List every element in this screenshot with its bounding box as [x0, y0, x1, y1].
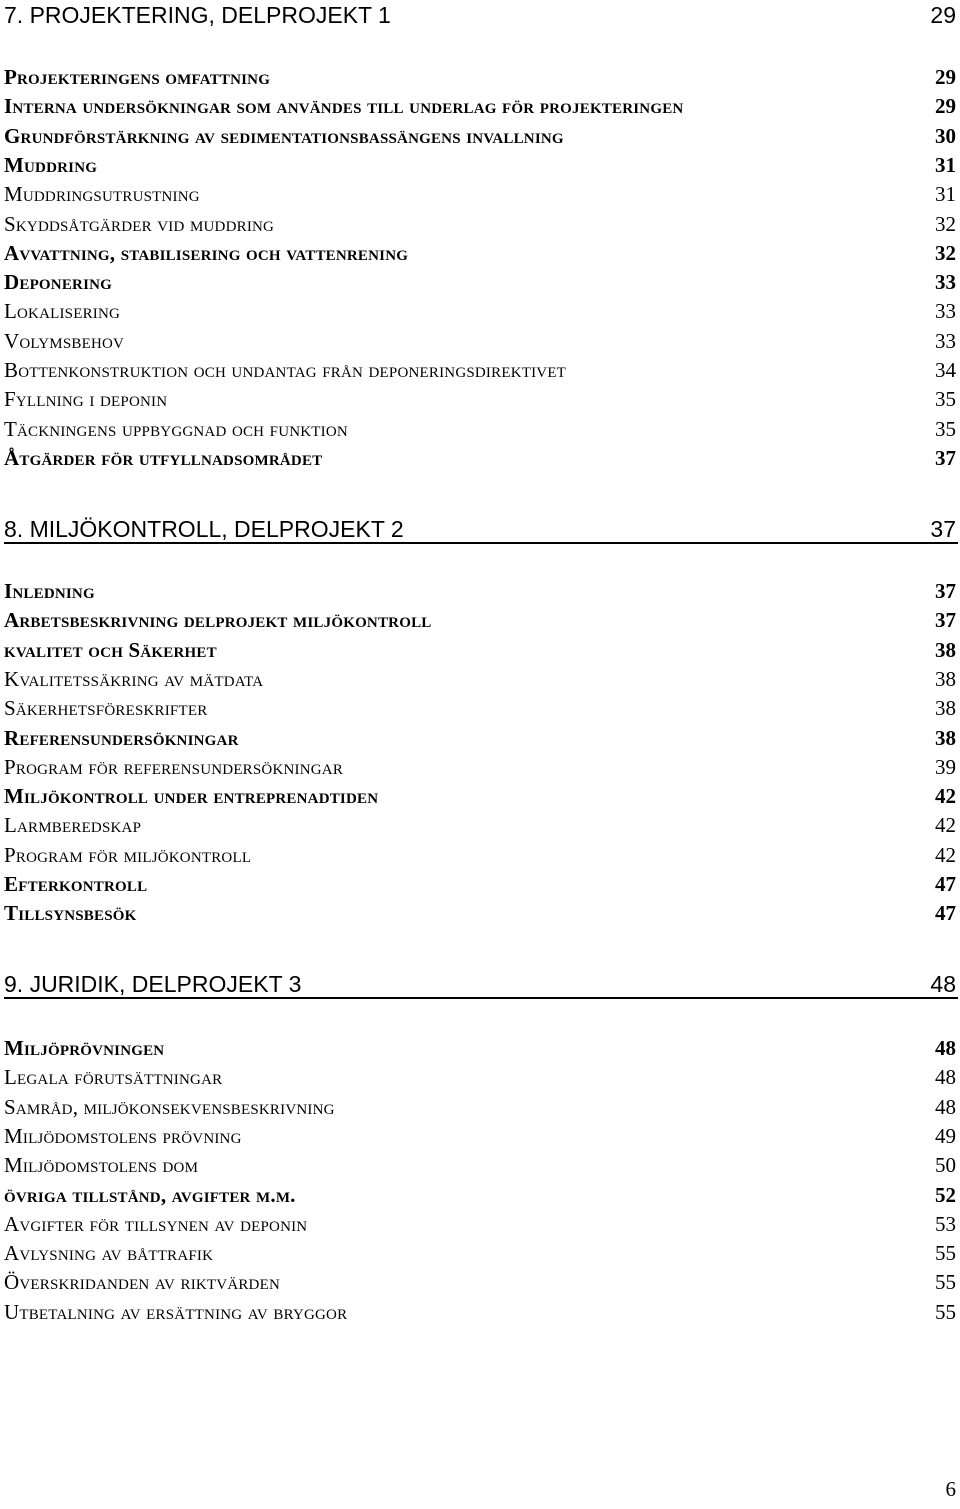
- toc-entry-label: Referensundersökningar: [4, 725, 239, 750]
- toc-entry-page: 55: [935, 1270, 956, 1295]
- toc-entry-page: 47: [935, 872, 956, 896]
- toc-entry-label: Miljöprövningen: [4, 1036, 165, 1060]
- toc-entry-page: 48: [935, 1065, 956, 1090]
- toc-entry-page: 31: [935, 182, 956, 207]
- toc-entry-label: kvalitet och Säkerhet: [4, 637, 217, 662]
- toc-entry-label: Bottenkonstruktion och undantag från deponeringsdirektivet: [4, 358, 567, 382]
- toc-entry[interactable]: [4, 753, 958, 782]
- toc-entry-label: Utbetalning av ersättning av bryggor: [4, 1299, 348, 1324]
- toc-entry-label: övriga tillstånd, avgifter m.m.: [4, 1182, 296, 1207]
- toc-entry-label: Kvalitetssäkring av mätdata: [4, 666, 264, 691]
- toc-entry[interactable]: [4, 1181, 958, 1210]
- toc-entry-page: 42: [935, 784, 956, 809]
- toc-entry-page: 42: [935, 813, 956, 838]
- toc-entry-label: Fyllning i deponin: [4, 387, 168, 412]
- toc-entry-page: 35: [935, 416, 956, 441]
- toc-entry[interactable]: [4, 1122, 958, 1151]
- toc-entry-label: Arbetsbeskrivning delprojekt miljökontroll: [4, 608, 432, 633]
- toc-entry-label: Avvattning, stabilisering och vattenrening: [4, 240, 409, 265]
- toc-entry[interactable]: [4, 811, 958, 840]
- toc-entry-page: 32: [935, 211, 956, 236]
- toc-entry[interactable]: [4, 606, 958, 635]
- toc-entry[interactable]: [4, 63, 958, 92]
- toc-entry-page: 33: [935, 299, 956, 324]
- toc-entry-page: 38: [935, 725, 956, 750]
- toc-entry[interactable]: [4, 665, 958, 694]
- toc-entry[interactable]: [4, 841, 958, 870]
- toc-entry[interactable]: [4, 239, 958, 268]
- toc-entry[interactable]: [4, 1268, 958, 1297]
- toc-entry-page: 29: [935, 94, 956, 119]
- toc-entry[interactable]: [4, 444, 958, 473]
- toc-entry[interactable]: [4, 151, 958, 180]
- toc-entry-page: 37: [935, 579, 956, 603]
- toc-entry-page: 42: [935, 842, 956, 867]
- toc-entry[interactable]: [4, 327, 958, 356]
- toc-entry-page: 34: [935, 358, 956, 382]
- page-number: 6: [945, 1477, 956, 1501]
- toc-entry[interactable]: [4, 297, 958, 326]
- chapter-heading[interactable]: [4, 514, 958, 544]
- toc-entry[interactable]: [4, 1151, 958, 1180]
- toc-entry-page: 39: [935, 754, 956, 779]
- toc-entry[interactable]: [4, 1034, 958, 1063]
- toc-entry-label: Program för miljökontroll: [4, 842, 252, 867]
- toc-entry-page: 52: [935, 1182, 956, 1207]
- toc-entry-label: Avlysning av båttrafik: [4, 1241, 214, 1266]
- toc-entry-label: Grundförstärkning av sedimentationsbassängens invallning: [4, 123, 564, 148]
- toc-entry-label: Samråd, miljökonsekvensbeskrivning: [4, 1094, 335, 1119]
- toc-entry-page: 55: [935, 1241, 956, 1266]
- toc-entry[interactable]: [4, 694, 958, 723]
- toc-entry[interactable]: [4, 92, 958, 121]
- toc-entry-page: 50: [935, 1153, 956, 1178]
- toc-entry-page: 38: [935, 696, 956, 721]
- toc-entry-label: Skyddsåtgärder vid muddring: [4, 211, 275, 236]
- toc-entry[interactable]: [4, 180, 958, 209]
- toc-entry-page: 53: [935, 1211, 956, 1236]
- toc-entry[interactable]: [4, 268, 958, 297]
- toc-entry[interactable]: [4, 870, 958, 899]
- toc-entry-label: Legala förutsättningar: [4, 1065, 223, 1090]
- toc-entry[interactable]: [4, 899, 958, 928]
- chapter-title: 7. PROJEKTERING, DELPROJEKT 1: [4, 2, 391, 28]
- toc-entry-label: Avgifter för tillsynen av deponin: [4, 1211, 308, 1236]
- toc-entry-label: Miljödomstolens prövning: [4, 1123, 242, 1148]
- toc-entry[interactable]: [4, 210, 958, 239]
- toc-entry-page: 37: [935, 608, 956, 633]
- toc-entry-page: 48: [935, 1094, 956, 1119]
- toc-entry[interactable]: [4, 782, 958, 811]
- toc-entry[interactable]: [4, 385, 958, 414]
- toc-entry-label: Överskridanden av riktvärden: [4, 1270, 280, 1295]
- toc-entry-page: 33: [935, 270, 956, 295]
- toc-entry-page: 32: [935, 240, 956, 265]
- toc-entry-label: Interna undersökningar som användes till underlag för projekteringen: [4, 94, 684, 119]
- toc-entry[interactable]: [4, 415, 958, 444]
- toc-entry-page: 31: [935, 152, 956, 177]
- toc-entry-page: 38: [935, 637, 956, 662]
- chapter-page-number: 29: [930, 2, 956, 28]
- toc-entry[interactable]: [4, 1093, 958, 1122]
- toc-entry-page: 38: [935, 666, 956, 691]
- chapter-page-number: 48: [930, 971, 956, 997]
- toc-entry-label: Miljödomstolens dom: [4, 1153, 199, 1178]
- toc-entry[interactable]: [4, 1239, 958, 1268]
- toc-entry-label: Volymsbehov: [4, 328, 125, 353]
- toc-entry[interactable]: [4, 1210, 958, 1239]
- toc-entry-page: 35: [935, 387, 956, 412]
- toc-entry-page: 55: [935, 1299, 956, 1324]
- toc-entry[interactable]: [4, 724, 958, 753]
- chapter-title: 8. MILJÖKONTROLL, DELPROJEKT 2: [4, 516, 404, 542]
- toc-entry-label: Säkerhetsföreskrifter: [4, 696, 208, 721]
- toc-entry-label: Larmberedskap: [4, 813, 142, 838]
- toc-entry-page: 29: [935, 65, 956, 89]
- chapter-title: 9. JURIDIK, DELPROJEKT 3: [4, 971, 302, 997]
- toc-entry-label: Deponering: [4, 270, 113, 295]
- toc-entry-page: 37: [935, 445, 956, 470]
- toc-entry-label: Lokalisering: [4, 299, 121, 324]
- chapter-heading[interactable]: [4, 0, 958, 28]
- toc-entry-page: 48: [935, 1036, 956, 1060]
- toc-entry-label: Åtgärder för utfyllnadsområdet: [4, 445, 323, 470]
- toc-entry-page: 47: [935, 901, 956, 926]
- toc-entry-label: Muddring: [4, 152, 98, 177]
- toc-entry[interactable]: [4, 1298, 958, 1327]
- toc-entry-label: Miljökontroll under entreprenadtiden: [4, 784, 379, 809]
- toc-entry-page: 49: [935, 1123, 956, 1148]
- toc-entry[interactable]: [4, 636, 958, 665]
- toc-entry-page: 33: [935, 328, 956, 353]
- toc-entry[interactable]: [4, 122, 958, 151]
- toc-entry-label: Muddringsutrustning: [4, 182, 200, 207]
- toc-entry-label: Inledning: [4, 579, 95, 603]
- chapter-heading[interactable]: [4, 969, 958, 999]
- toc-entry-label: Projekteringens omfattning: [4, 65, 271, 89]
- toc-entry[interactable]: [4, 1063, 958, 1092]
- toc-entry[interactable]: [4, 577, 958, 606]
- toc-entry-label: Tillsynsbesök: [4, 901, 137, 926]
- chapter-page-number: 37: [930, 516, 956, 542]
- toc-entry-label: Efterkontroll: [4, 872, 148, 896]
- toc-entry-label: Program för referensundersökningar: [4, 754, 344, 779]
- toc-entry[interactable]: [4, 356, 958, 385]
- toc-entry-label: Täckningens uppbyggnad och funktion: [4, 416, 348, 441]
- toc-entry-page: 30: [935, 123, 956, 148]
